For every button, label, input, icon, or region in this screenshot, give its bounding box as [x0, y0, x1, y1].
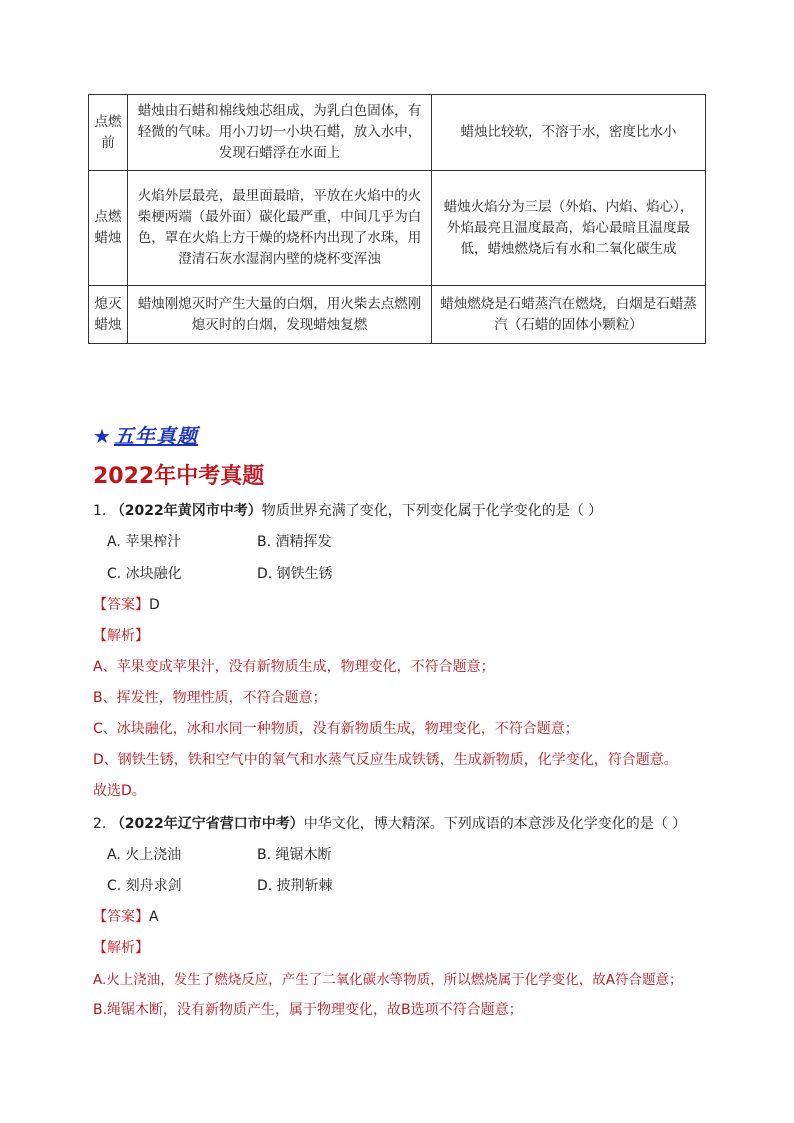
analysis-line: A.火上浇油，发生了燃烧反应，产生了二氧化碳水等物质，所以燃烧属于化学变化，故A符合题意；: [93, 972, 683, 988]
analysis-label: 【解析】: [93, 628, 149, 644]
table-cell-conclusion: 蜡烛火焰分为三层（外焰、内焰、焰心），外焰最亮且温度最高，焰心最暗且温度最低，蜡烛燃烧后有水和二氧化碳生成: [432, 171, 706, 286]
question-source: （2022年辽宁省营口市中考）: [110, 816, 304, 832]
analysis-line: C、冰块融化，冰和水同一种物质，没有新物质生成，物理变化，不符合题意；: [93, 721, 579, 737]
option-d: D. 钢铁生锈: [257, 566, 333, 582]
answer-line: [93, 906, 159, 926]
option-b: B. 绳锯木断: [257, 847, 332, 863]
option-d: D. 披荆斩棘: [257, 878, 333, 894]
table-row: [89, 95, 706, 171]
table-cell-observation: 火焰外层最亮，最里面最暗，平放在火焰中的火柴梗两端（最外面）碳化最严重，中间几乎为白色，罩在火焰上方干燥的烧杯内出现了水珠，用澄清石灰水湿润内壁的烧杯变浑浊: [128, 171, 432, 286]
question-source: （2022年黄冈市中考）: [110, 503, 262, 519]
table-cell-conclusion: 蜡烛比较软，不溶于水，密度比水小: [432, 95, 706, 171]
option-a: A. 苹果榨汁: [107, 534, 182, 550]
year-heading: 2022年中考真题: [93, 464, 265, 489]
table-cell-stage: 熄灭蜡烛: [89, 286, 128, 344]
analysis-line: B、挥发性，物理性质，不符合题意；: [93, 690, 327, 706]
analysis-label: 【解析】: [93, 940, 149, 956]
question-2: [93, 813, 686, 833]
analysis-line: B.绳锯木断，没有新物质产生，属于物理变化，故B选项不符合题意；: [93, 1002, 523, 1018]
table-cell-observation: 蜡烛由石蜡和棉线烛芯组成，为乳白色固体，有轻微的气味。用小刀切一小块石蜡，放入水中，发现石蜡浮在水面上: [128, 95, 432, 171]
section-heading: [93, 420, 198, 449]
table-row: [89, 286, 706, 344]
analysis-line: 故选D。: [93, 783, 146, 799]
table-cell-conclusion: 蜡烛燃烧是石蜡蒸汽在燃烧，白烟是石蜡蒸汽（石蜡的固体小颗粒）: [432, 286, 706, 344]
experiment-table: [88, 94, 706, 344]
table-cell-stage: 点燃前: [89, 95, 128, 171]
option-b: B. 酒精挥发: [257, 534, 332, 550]
table-cell-stage: 点燃蜡烛: [89, 171, 128, 286]
option-c: C. 刻舟求剑: [107, 878, 182, 894]
answer-value: A: [149, 909, 159, 925]
answer-label: 【答案】: [93, 909, 149, 925]
table-row: [89, 171, 706, 286]
answer-value: D: [149, 597, 160, 613]
star-icon: ★: [93, 424, 112, 448]
table-cell-observation: 蜡烛刚熄灭时产生大量的白烟，用火柴去点燃刚熄灭时的白烟，发现蜡烛复燃: [128, 286, 432, 344]
option-a: A. 火上浇油: [107, 847, 182, 863]
analysis-line: A、苹果变成苹果汁，没有新物质生成，物理变化，不符合题意；: [93, 659, 495, 675]
analysis-line: D、钢铁生锈，铁和空气中的氧气和水蒸气反应生成铁锈，生成新物质，化学变化，符合题意。: [93, 752, 678, 768]
answer-label: 【答案】: [93, 597, 149, 613]
question-stem: 物质世界充满了变化，下列变化属于化学变化的是（ ）: [261, 503, 603, 519]
section-title: 五年真题: [113, 424, 198, 448]
answer-line: [93, 594, 160, 614]
option-c: C. 冰块融化: [107, 566, 182, 582]
question-number: 2.: [93, 816, 107, 832]
question-stem: 中华文化，博大精深。下列成语的本意涉及化学变化的是（ ）: [303, 816, 687, 832]
question-number: 1.: [93, 503, 107, 519]
question-1: [93, 500, 602, 520]
